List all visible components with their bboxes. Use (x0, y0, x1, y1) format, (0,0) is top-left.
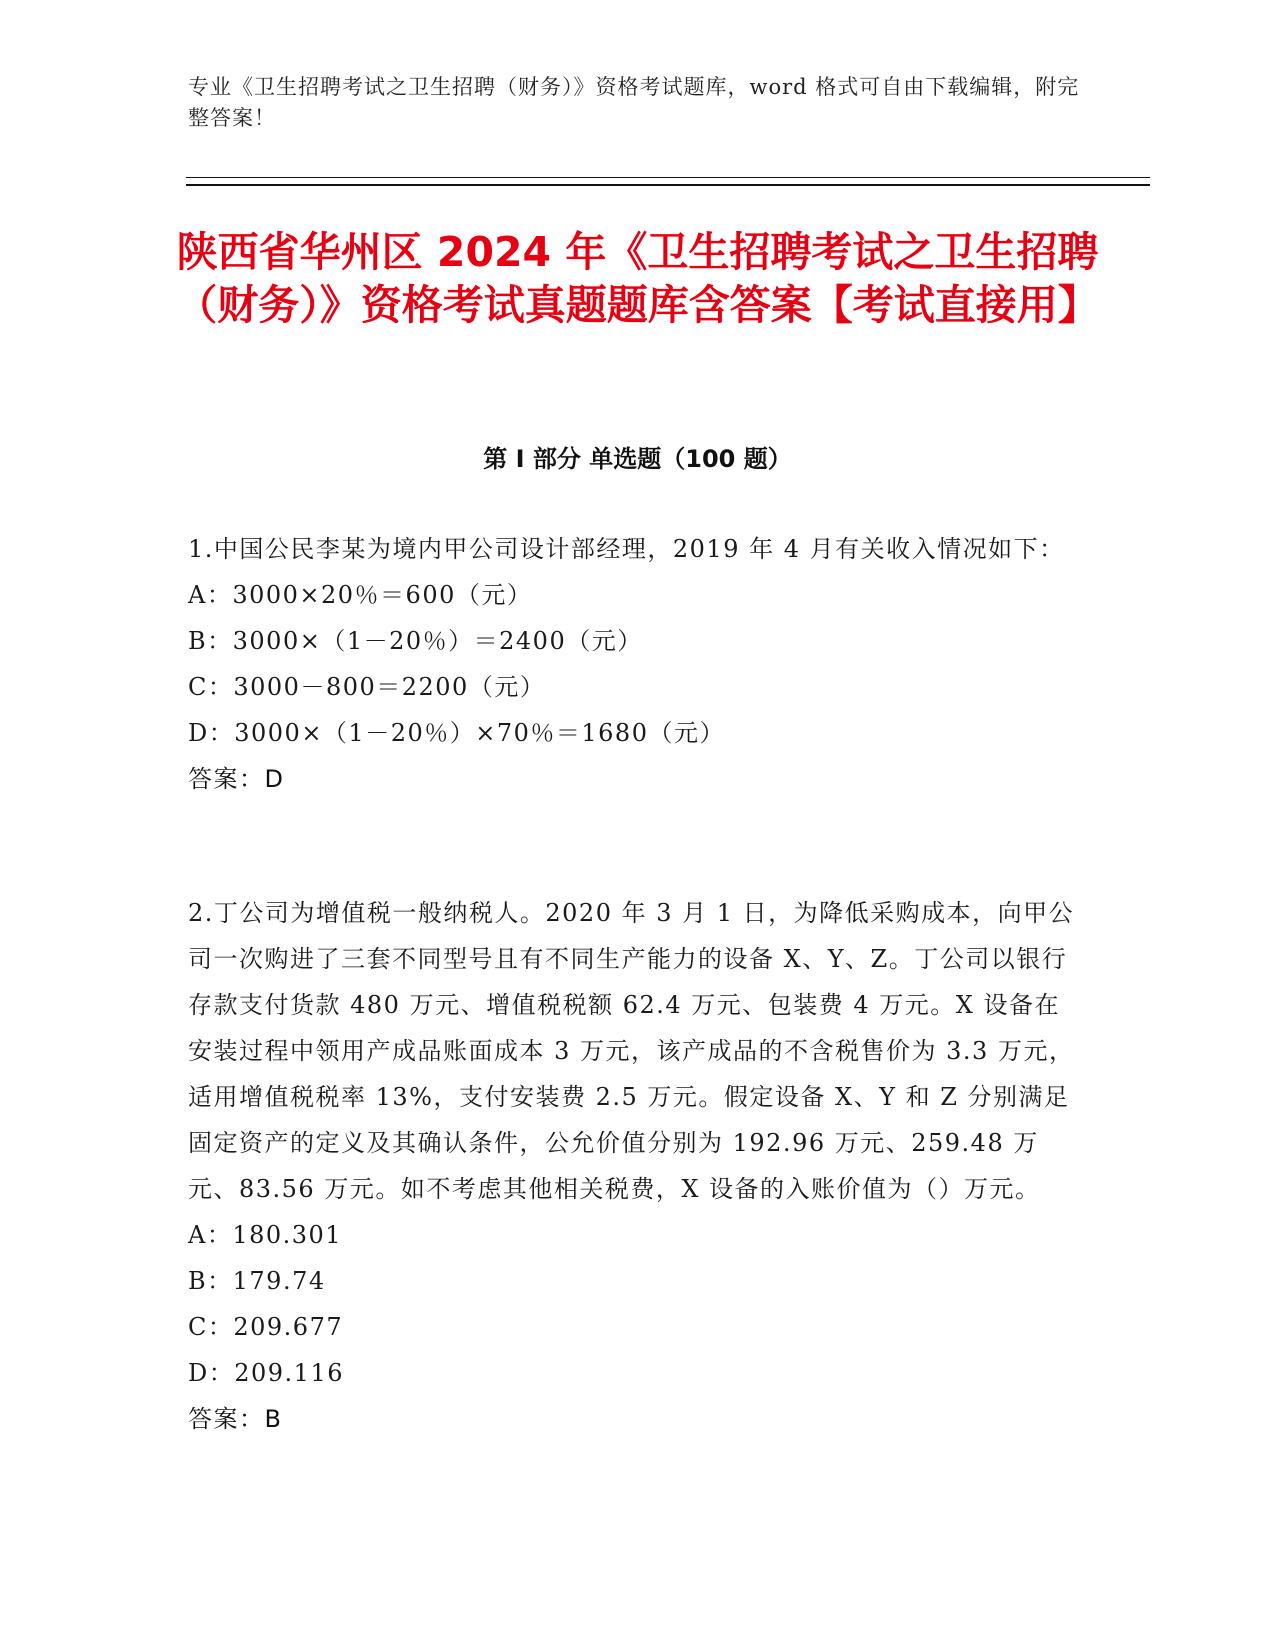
option-d: D：3000×（1－20％）×70％＝1680（元） (188, 719, 725, 747)
document-title: 陕西省华州区 2024 年《卫生招聘考试之卫生招聘（财务）》资格考试真题题库含答案【考试直接用】 (176, 228, 1099, 329)
option-b: B：3000×（1－20％）＝2400（元） (188, 627, 643, 655)
header-divider-thin (186, 177, 1150, 178)
option-a: A：180.301 (188, 1221, 343, 1249)
option-b: B：179.74 (188, 1267, 326, 1295)
question-stem: 1.中国公民李某为境内甲公司设计部经理，2019 年 4 月有关收入情况如下： (188, 535, 1065, 563)
header-divider-thick (186, 184, 1150, 186)
option-c: C：209.677 (188, 1313, 344, 1341)
option-d: D：209.116 (188, 1359, 344, 1387)
option-c: C：3000－800＝2200（元） (188, 673, 546, 701)
answer: 答案：D (188, 765, 285, 793)
question-1 (188, 526, 1078, 802)
header-note: 专业《卫生招聘考试之卫生招聘（财务）》资格考试题库，word 格式可自由下载编辑，附完整答案！ (188, 75, 1080, 130)
option-a: A：3000×20％＝600（元） (188, 581, 533, 609)
answer: 答案：B (188, 1405, 283, 1433)
question-2 (188, 890, 1078, 1442)
question-stem: 2.丁公司为增值税一般纳税人。2020 年 3 月 1 日，为降低采购成本，向甲公司一次购进了三套不同型号且有不同生产能力的设备 X、Y、Z。丁公司以银行存款支付货款 480 万元、增值税税额 62.4 万元、包装费 4 万元。X 设备在安装过程中领用产成品账面成本 3 万元，该产成品的不含税售价为 3.3 万元，适用增值税税率 13%，支付安装费 2.5 万元。假定设备 X、Y 和 Z 分别满足固定资产的定义及其确认条件，公允价值分别为 192.96 万元、259.48 万元、83.56 万元。如不考虑其他相关税费，X 设备的入账价值为（）万元。 (188, 899, 1075, 1203)
section-title: 第 I 部分 单选题（100 题） (483, 445, 792, 473)
